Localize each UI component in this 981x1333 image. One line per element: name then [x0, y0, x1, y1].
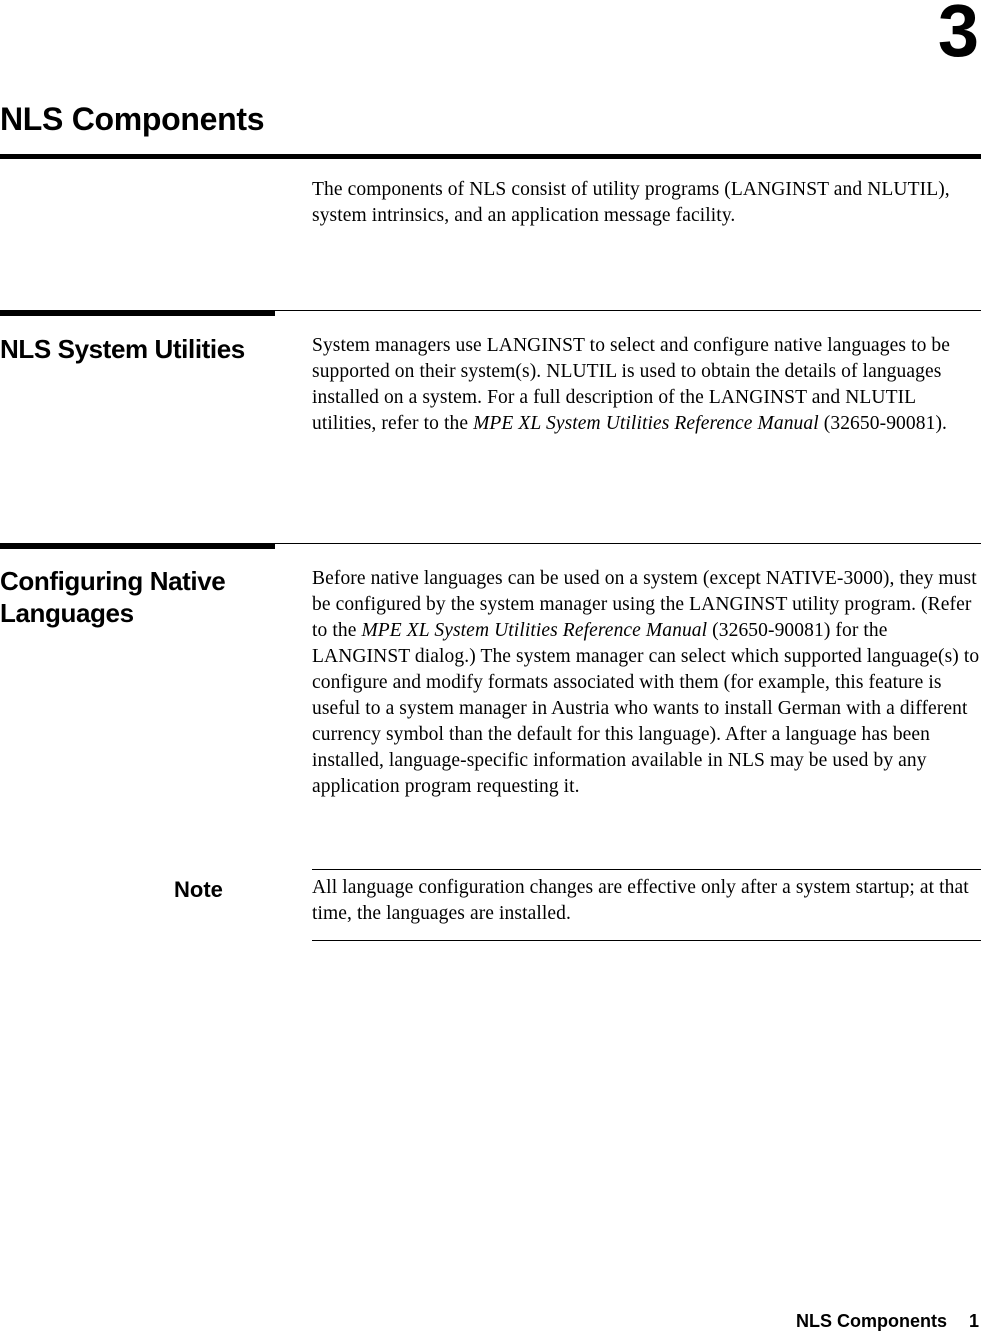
manual-title: MPE XL System Utilities Reference Manual [361, 620, 708, 641]
note-rule-top [312, 869, 981, 870]
section-rule-thin [275, 543, 981, 544]
chapter-title: NLS Components [0, 101, 265, 137]
manual-title: MPE XL System Utilities Reference Manual [473, 413, 819, 434]
body-text: (32650-90081) for the LANGINST dialog.) The system manager can select which supported language(s) to configure and modify formats associated with them (for example, this feature is useful to a system manager in Austria who wants to install German with a different currency symbol than the default for this language). After a language has been installed, language-specific information available in NLS may be used by any application program requesting it. [312, 620, 980, 797]
intro-paragraph [312, 177, 980, 229]
intro-text: The components of NLS consist of utility programs (LANGINST and NLUTIL), system intrinsics, and an application message facility. [312, 179, 950, 226]
page-footer [796, 1309, 979, 1333]
chapter-title-rule [0, 154, 981, 159]
section-heading-configuring-native-languages: Configuring Native Languages [0, 566, 226, 628]
section-body-configuring-native-languages [312, 566, 980, 800]
section-body-nls-system-utilities [312, 333, 980, 437]
section-rule-thick [0, 543, 275, 549]
section-heading-nls-system-utilities: NLS System Utilities [0, 334, 245, 364]
note-label: Note [174, 877, 223, 902]
note-text: All language configuration changes are effective only after a system startup; at that time, the languages are installed. [312, 877, 969, 924]
body-text: System managers use LANGINST to select and configure native languages to be supported on their system(s). NLUTIL is used to obtain the details of languages installed on a system. For a full description of the LANGINST and NLUTIL utilities, refer to the [312, 335, 951, 434]
footer-title: NLS Components [795, 1311, 947, 1331]
chapter-number: 3 [937, 0, 977, 72]
section-rule-thick [0, 310, 275, 316]
note-rule-bottom [312, 940, 981, 941]
body-text: (32650-90081). [818, 413, 948, 434]
note-body [312, 875, 980, 927]
section-paragraph [312, 333, 980, 437]
section-rule-thin [275, 310, 981, 311]
body-text: Before native languages can be used on a system (except NATIVE-3000), they must be configured by the system manager using the LANGINST utility program. (Refer to the [312, 568, 977, 641]
section-paragraph [312, 566, 980, 800]
page-number: 1 [968, 1311, 979, 1331]
